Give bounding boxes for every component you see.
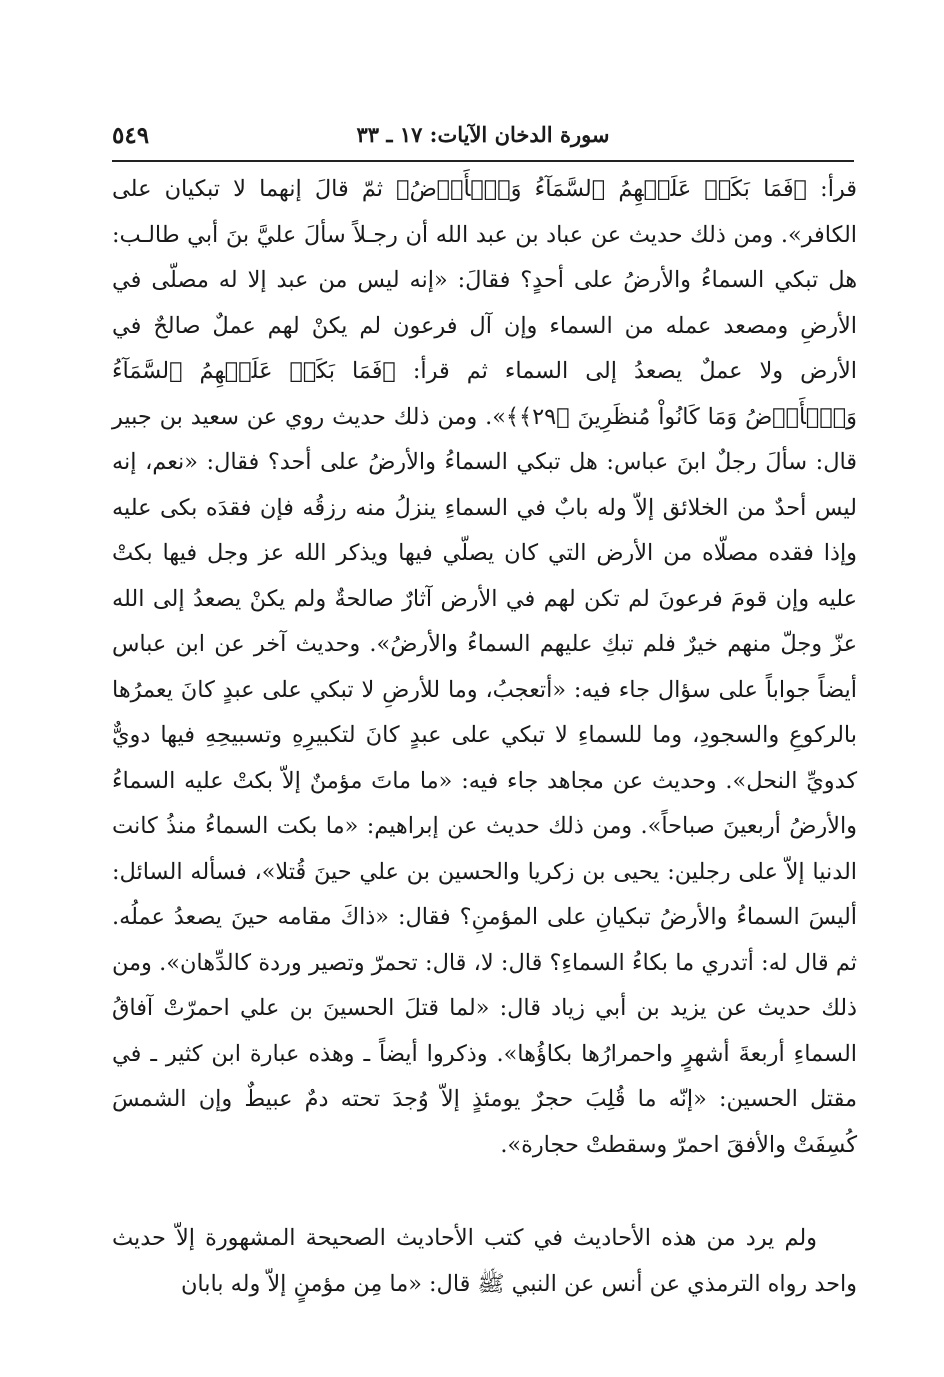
paragraph-1: قرأ: ﴿فَمَا بَكَتۡ عَلَيۡهِمُ ٱلسَّمَآءُ وَٱلۡأَرۡضُ﴾ ثمّ قالَ إنهما لا تبكيان على الكافر». ومن ذلك حديث عن عباد بن عبد الله أن رجـلاً سألَ عليَّ بنَ أبي طالـب: هل تبكي السماءُ والأرضُ على أحدٍ؟ فقالَ: «إنه ليس من عبد إلا له مصلّى في الأرضِ ومصعد عمله من السماء وإن آل فرعون لم يكنْ لهم عملٌ صالحٌ في الأرض ولا عملٌ يصعدُ إلى السماء ثم قرأ: ﴿فَمَا بَكَتۡ عَلَيۡهِمُ ٱلسَّمَآءُ وَٱلۡأَرۡضُ وَمَا كَانُواْ مُنظَرِينَ ﴿٢٩﴾﴾». ومن ذلك حديث روي عن سعيد بن جبير قال: سألَ رجلٌ ابنَ عباس: هل تبكي السماءُ والأرضُ على أحد؟ فقال: «نعم، إنه ليس أحدٌ من الخلائق إلاّ وله بابٌ في السماءِ ينزلُ منه رزقُه فإن فقدَه بكى عليه وإذا فقده مصلّاه من الأرض التي كان يصلّي فيها ويذكر الله عز وجل فيها بكتْ عليه وإن قومَ فرعونَ لم تكن لهم في الأرض آثارٌ صالحةٌ ولم يكنْ يصعدُ إلى الله عزّ وجلّ منهم خيرٌ فلم تبكِ عليهم السماءُ والأرضُ». وحديث آخر عن ابن عباس أيضاً جواباً على سؤال جاء فيه: «أتعجبُ، وما للأرضِ لا تبكي على عبدٍ كانَ يعمرُها بالركوعِ والسجودِ، وما للسماءِ لا تبكي على عبدٍ كانَ لتكبيرِهِ وتسبيحِهِ فيها دويٌّ كدويِّ النحل». وحديث عن مجاهد جاء فيه: «ما ماتَ مؤمنٌ إلاّ بكتْ عليه السماءُ والأرضُ أربعينَ صباحاً». ومن ذلك حديث عن إبراهيم: «ما بكت السماءُ منذُ كانت الدنيا إلاّ على رجلين: يحيى بن زكريا والحسين بن علي حينَ قُتلا»، فسأله السائل: أليسَ السماءُ والأرضُ تبكيانِ على المؤمنِ؟ فقال: «ذاكَ مقامه حينَ يصعدُ عملُه. ثم قال له: أتدري ما بكاءُ السماءِ؟ قال: لا، قال: تحمرّ وتصير وردة كالدِّهان». ومن ذلك حديث عن يزيد بن أبي زياد قال: «لما قتلَ الحسينَ بن علي احمرّتْ آفاقُ السماءِ أربعةَ أشهرٍ واحمرارُها بكاؤُها». وذكروا أيضاً ـ وهذه عبارة ابن كثير ـ في مقتل الحسين: «إنّه ما قُلِبَ حجرٌ يومئذٍ إلاّ وُجدَ تحته دمٌ عبيطٌ وإن الشمسَ كُسِفَتْ والأفقَ احمرّ وسقطتْ حجارة».: [112, 176, 857, 1158]
running-title: سورة الدخان الآيات: ١٧ ـ ٣٣: [356, 122, 610, 147]
page-header: [112, 118, 854, 158]
main-text: [112, 167, 857, 1307]
header-rule: [112, 160, 854, 162]
paragraph-2: ولم يرد من هذه الأحاديث في كتب الأحاديث الصحيحة المشهورة إلاّ حديث واحد رواه الترمذي عن أنس عن النبي ﷺ قال: «ما مِن مؤمنٍ إلاّ وله بابان: [112, 1225, 857, 1297]
page-number: ٥٤٩: [112, 122, 150, 149]
